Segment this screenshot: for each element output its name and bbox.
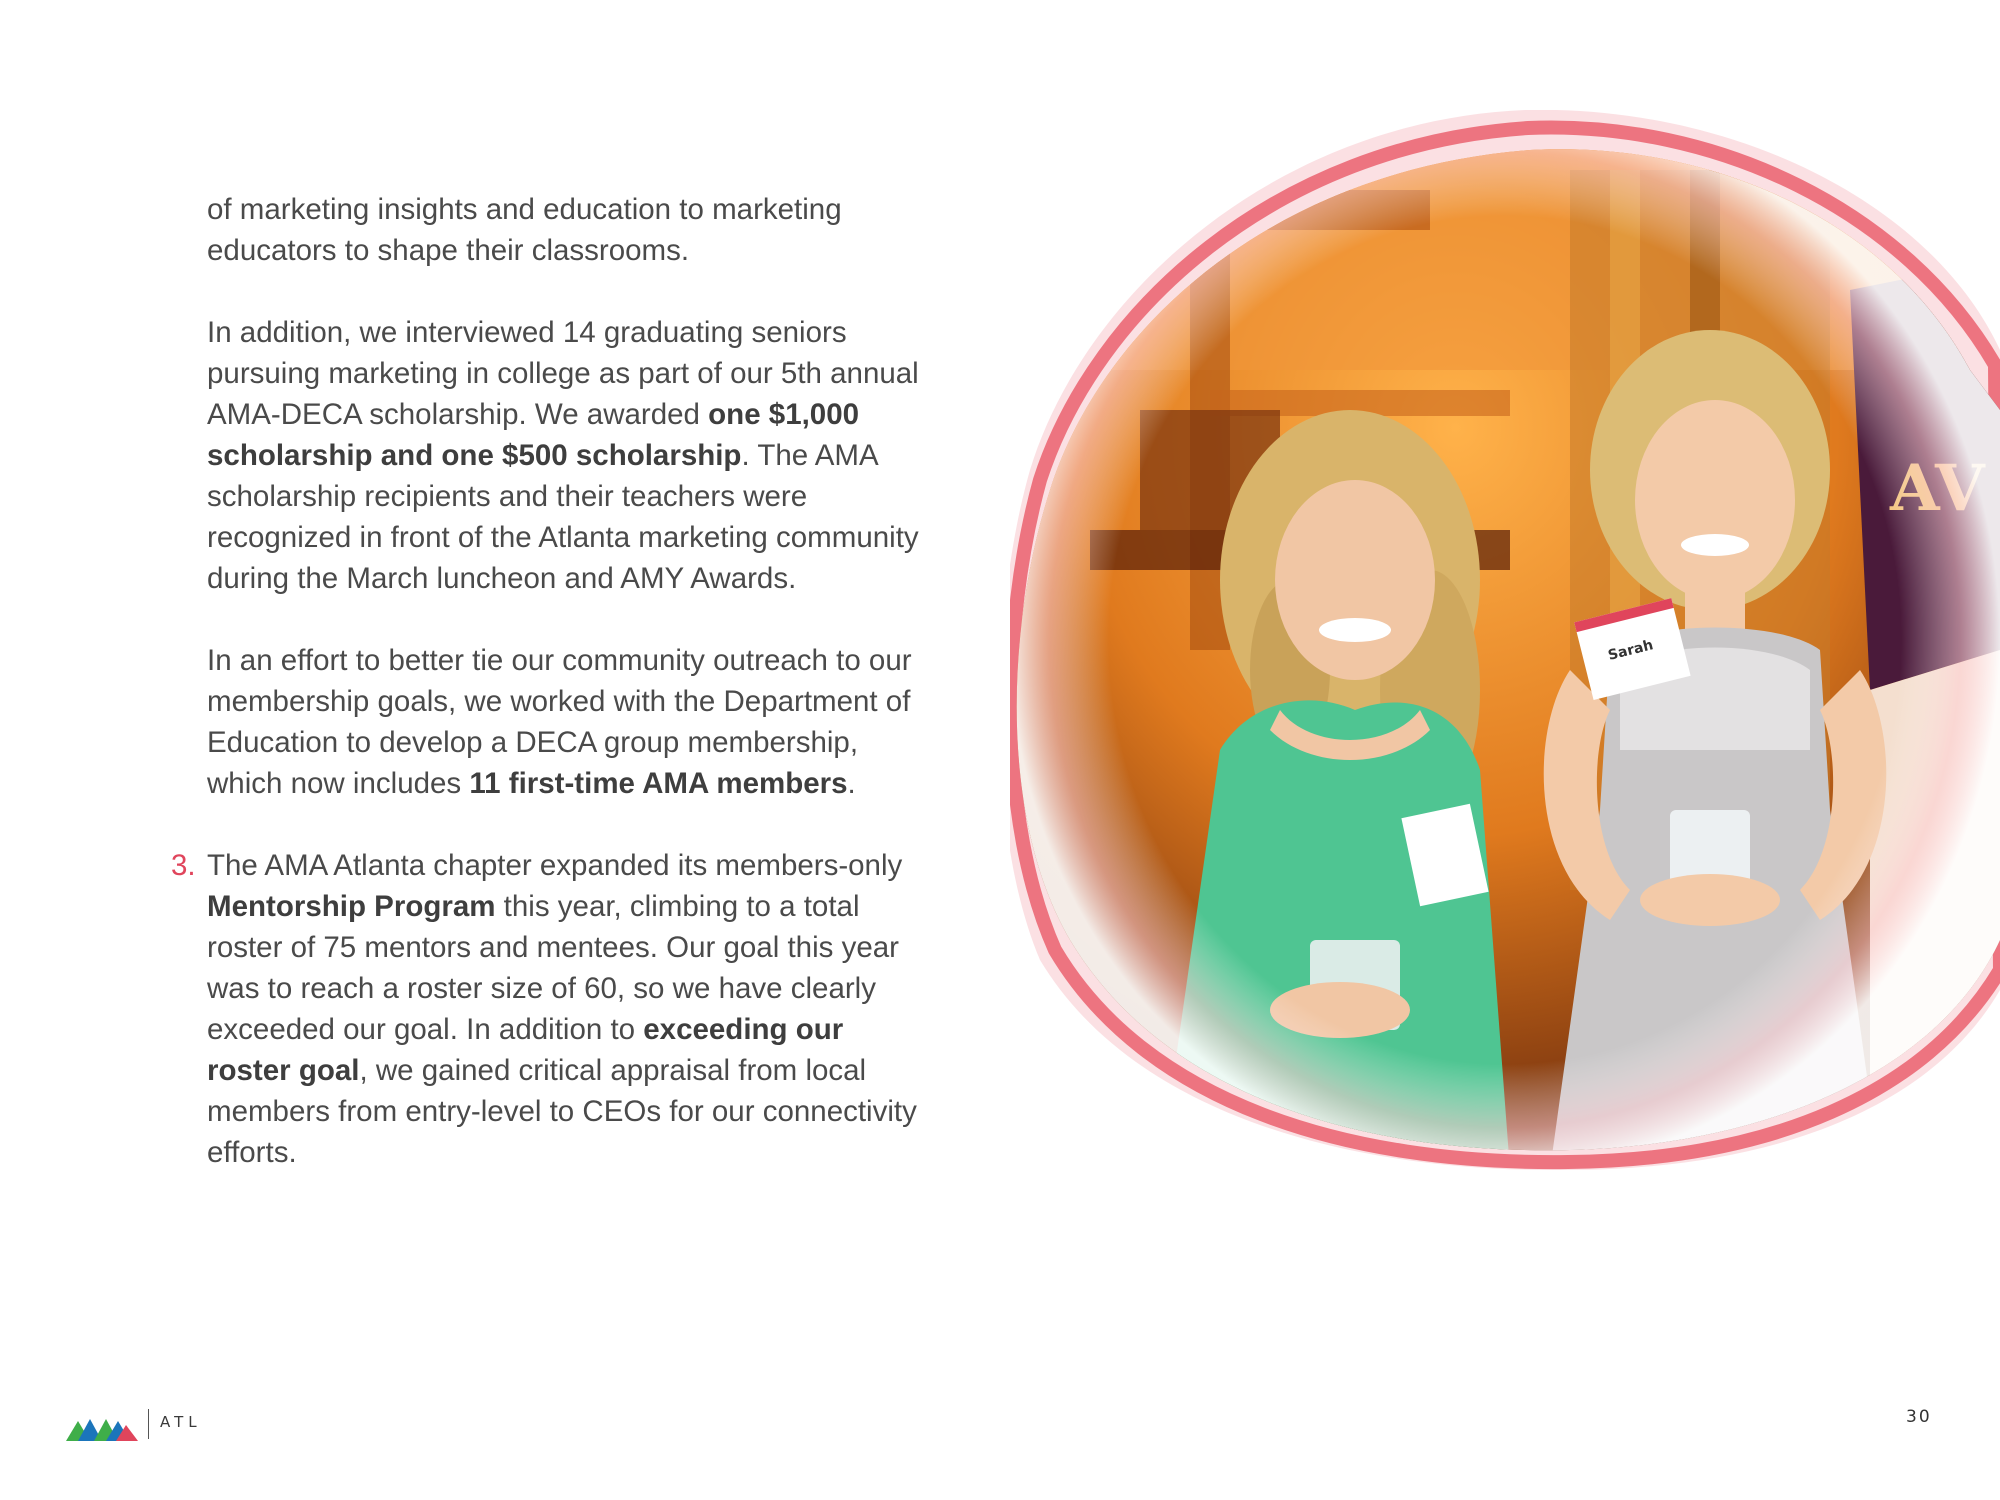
ama-atl-logo bbox=[64, 1405, 214, 1445]
paragraph-deca-membership: In an effort to better tie our community outreach to our membership goals, we worked with the Department of Education to develop a DECA group membership, which now includes 11 first-time AMA members. bbox=[207, 644, 912, 800]
scholarship-highlight: one $1,000 scholarship and one $500 scholarship bbox=[207, 398, 860, 472]
logo-text: ATL bbox=[160, 1413, 202, 1431]
paragraph-scholarship: In addition, we interviewed 14 graduating seniors pursuing marketing in college as part of our 5th annual AMA-DECA scholarship. We awarded one $1,000 scholarship and one $500 scholarship. The AMA scholarship recipients and their teachers were recognized in front of the Atlanta marketing community during the March luncheon and AMY Awards. bbox=[207, 316, 919, 595]
new-members-highlight: 11 first-time AMA members bbox=[469, 767, 848, 800]
page-number: 30 bbox=[1906, 1407, 1932, 1427]
mentorship-highlight: Mentorship Program bbox=[207, 890, 496, 923]
roster-goal-highlight: exceeding our roster goal bbox=[207, 1013, 844, 1087]
paragraph-marketing-insights: of marketing insights and education to marketing educators to shape their classrooms. bbox=[207, 193, 842, 267]
list-number: 3. bbox=[171, 849, 196, 882]
list-item-3: 3. The AMA Atlanta chapter expanded its members-only Mentorship Program this year, climbing to a total roster of 75 mentors and mentees. Our goal this year was to reach a roster size of 60, so we have clearly exceeded our goal. In addition to exceeding our roster goal, we gained critical appraisal from local members from entry-level to CEOs for our connectivity efforts. bbox=[207, 845, 927, 1173]
logo-divider bbox=[148, 1409, 149, 1439]
scholarship-photo bbox=[1010, 110, 2000, 1170]
body-text bbox=[171, 189, 927, 1173]
ama-mountain-icon bbox=[64, 1405, 144, 1445]
